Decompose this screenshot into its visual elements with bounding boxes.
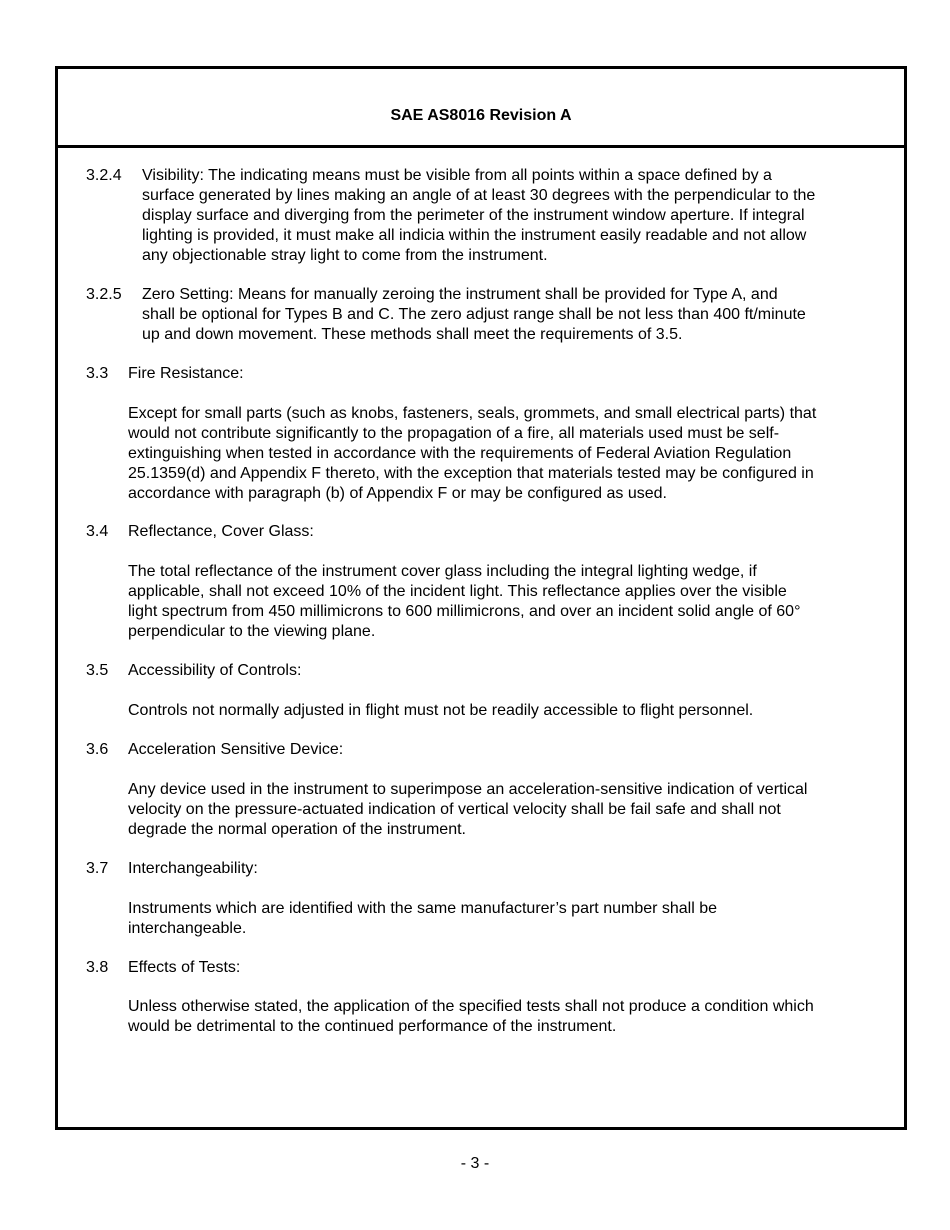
section-3-7-line: Instruments which are identified with the same manufacturer’s part number shall be bbox=[128, 900, 718, 917]
section-number-3-5: 3.5 bbox=[86, 662, 109, 679]
section-3-2-4-line: display surface and diverging from the perimeter of the instrument window aperture. If integral bbox=[142, 207, 805, 224]
section-number-3-2-5: 3.2.5 bbox=[86, 286, 122, 303]
section-3-4-heading: Reflectance, Cover Glass: bbox=[128, 523, 314, 540]
section-3-3-line: 25.1359(d) and Appendix F thereto, with the exception that materials tested may be configured in bbox=[128, 465, 814, 482]
section-3-6-heading: Acceleration Sensitive Device: bbox=[128, 741, 344, 758]
section-3-6-line: degrade the normal operation of the instrument. bbox=[128, 821, 466, 838]
section-3-4-line: light spectrum from 450 millimicrons to 600 millimicrons, and over an incident solid angle of 60° bbox=[128, 603, 801, 620]
section-3-8-line: Unless otherwise stated, the application of the specified tests shall not produce a condition which bbox=[128, 998, 814, 1015]
section-3-3-line: extinguishing when tested in accordance with the requirements of Federal Aviation Regulation bbox=[128, 445, 792, 462]
section-number-3-6: 3.6 bbox=[86, 741, 109, 758]
section-number-3-8: 3.8 bbox=[86, 959, 109, 976]
section-3-7-line: interchangeable. bbox=[128, 920, 247, 937]
section-3-5-line: Controls not normally adjusted in flight must not be readily accessible to flight personnel. bbox=[128, 702, 754, 719]
section-3-7-heading: Interchangeability: bbox=[128, 860, 258, 877]
document-frame bbox=[55, 66, 907, 1130]
page-number: - 3 - bbox=[460, 1155, 490, 1172]
section-number-3-3: 3.3 bbox=[86, 365, 109, 382]
section-3-4-line: The total reflectance of the instrument cover glass including the integral lighting wedge, if bbox=[128, 563, 757, 580]
section-3-2-4-line: any objectionable stray light to come from the instrument. bbox=[142, 247, 548, 264]
section-3-2-5-line: Zero Setting: Means for manually zeroing the instrument shall be provided for Type A, and bbox=[142, 286, 778, 303]
section-3-2-5-line: shall be optional for Types B and C. The zero adjust range shall be not less than 400 ft/minute bbox=[142, 306, 806, 323]
section-3-5-heading: Accessibility of Controls: bbox=[128, 662, 302, 679]
section-number-3-7: 3.7 bbox=[86, 860, 109, 877]
document-title: SAE AS8016 Revision A bbox=[390, 107, 572, 124]
section-3-6-line: velocity on the pressure-actuated indication of vertical velocity shall be fail safe and shall not bbox=[128, 801, 781, 818]
section-3-8-heading: Effects of Tests: bbox=[128, 959, 241, 976]
section-3-4-line: applicable, shall not exceed 10% of the incident light. This reflectance applies over the visible bbox=[128, 583, 787, 600]
section-3-3-line: accordance with paragraph (b) of Appendix F or may be configured as used. bbox=[128, 485, 667, 502]
section-3-2-4-line: Visibility: The indicating means must be visible from all points within a space defined by a bbox=[142, 167, 772, 184]
section-number-3-4: 3.4 bbox=[86, 523, 109, 540]
section-3-2-4-line: surface generated by lines making an angle of at least 30 degrees with the perpendicular to the bbox=[142, 187, 816, 204]
section-3-8-line: would be detrimental to the continued performance of the instrument. bbox=[128, 1018, 617, 1035]
section-3-3-heading: Fire Resistance: bbox=[128, 365, 244, 382]
document-header bbox=[58, 69, 904, 148]
section-3-3-line: Except for small parts (such as knobs, fasteners, seals, grommets, and small electrical parts) that bbox=[128, 405, 817, 422]
section-3-2-4-line: lighting is provided, it must make all indicia within the instrument easily readable and not allow bbox=[142, 227, 807, 244]
section-3-2-5-line: up and down movement. These methods shall meet the requirements of 3.5. bbox=[142, 326, 683, 343]
section-number-3-2-4: 3.2.4 bbox=[86, 167, 122, 184]
section-3-4-line: perpendicular to the viewing plane. bbox=[128, 623, 376, 640]
section-3-3-line: would not contribute significantly to the propagation of a fire, all materials used must be self- bbox=[128, 425, 780, 442]
section-3-6-line: Any device used in the instrument to superimpose an acceleration-sensitive indication of vertical bbox=[128, 781, 808, 798]
